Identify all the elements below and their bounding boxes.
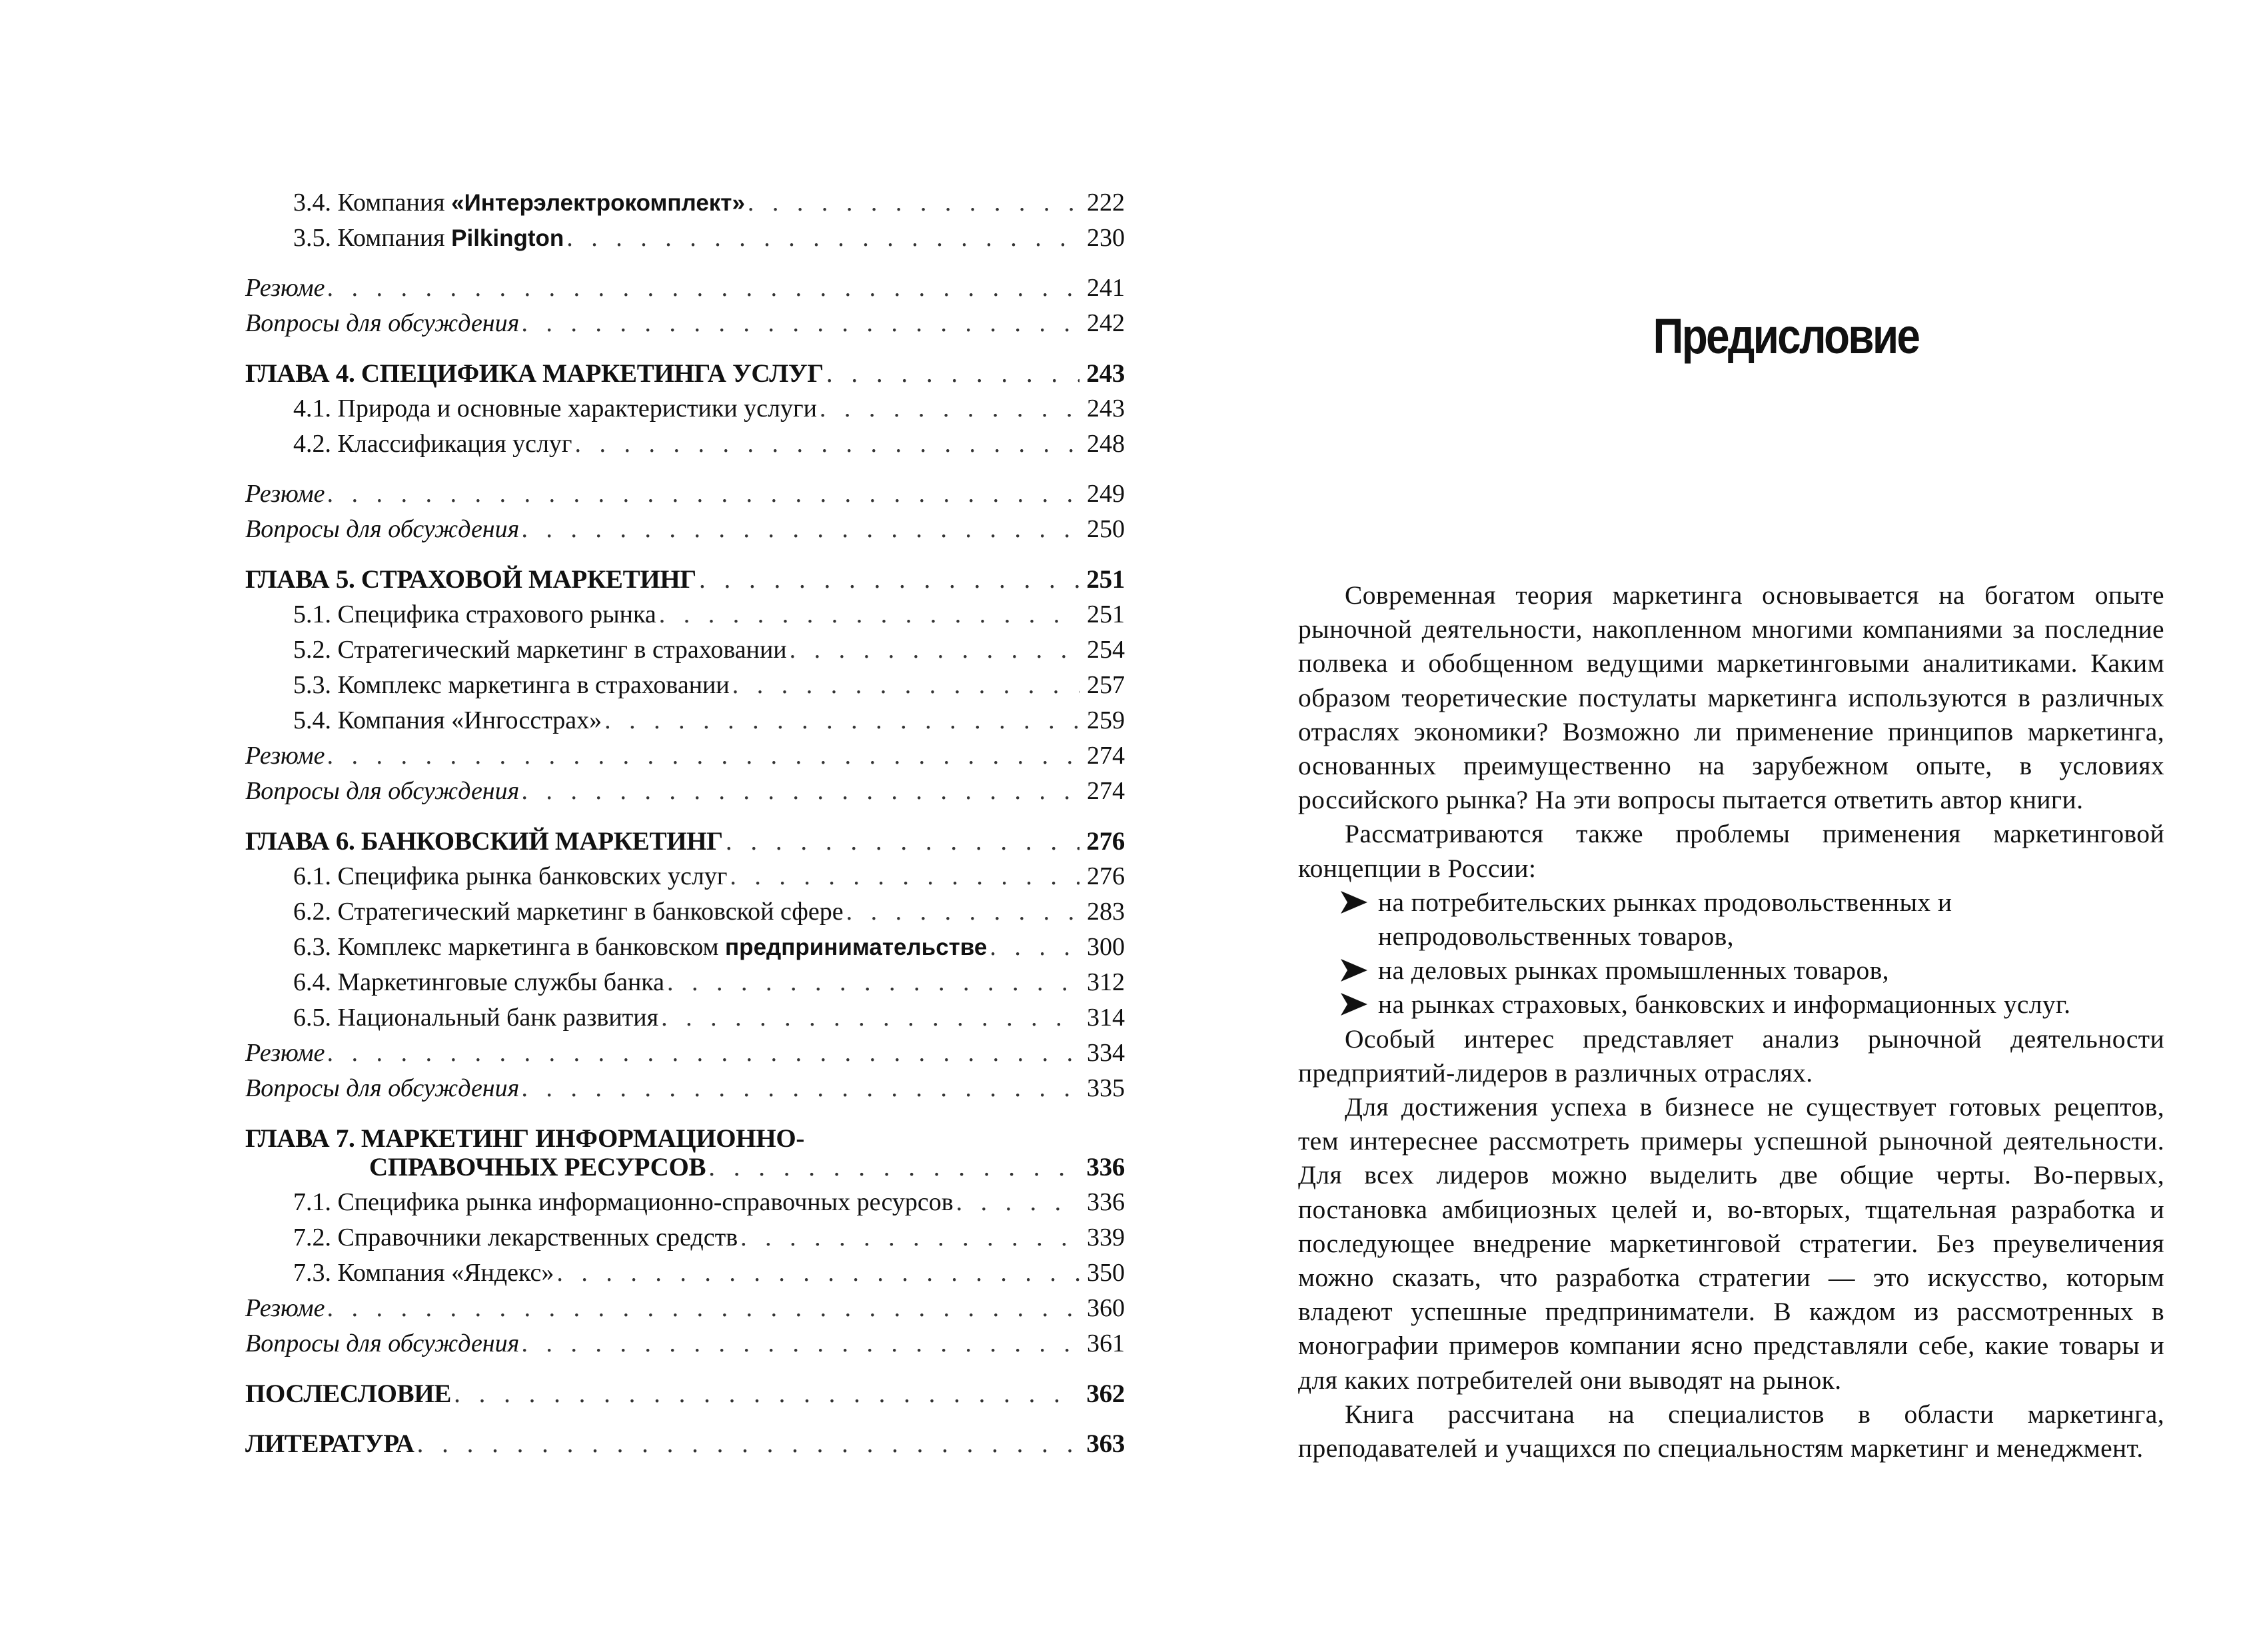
toc-entry-title: 6.1. Специфика рынка банковских услуг — [293, 862, 728, 890]
dot-leader — [990, 930, 1080, 965]
dot-leader — [575, 426, 1080, 462]
toc-entry-title: Вопросы для обсуждения — [245, 777, 520, 805]
dot-leader — [699, 562, 1080, 597]
toc-entry-title: 5.3. Комплекс маркетинга в страховании — [293, 671, 730, 699]
toc-entry-title: 4.1. Природа и основные характеристики услуги — [293, 395, 817, 422]
toc-page-number: 259 — [1087, 706, 1125, 734]
toc-entry-title: ГЛАВА 5. СТРАХОВОЙ МАРКЕТИНГ — [245, 565, 696, 594]
preface-paragraph: Рассматриваются также проблемы применения маркетинговой концепции в России: — [1298, 819, 2164, 883]
bullet-text: на деловых рынках промышленных товаров, — [1378, 956, 1889, 986]
toc-page-number: 314 — [1087, 1004, 1125, 1032]
toc-page-number: 250 — [1087, 515, 1125, 543]
toc-page-number: 276 — [1087, 862, 1125, 890]
toc-entry — [245, 738, 1125, 774]
toc-entry-title: 7.3. Компания «Яндекс» — [293, 1259, 554, 1287]
toc-entry — [245, 512, 1125, 547]
bullet-text: на рынках страховых, банковских и информационных услуг. — [1378, 990, 2071, 1020]
toc-page-number: 361 — [1087, 1329, 1125, 1357]
dot-leader — [522, 1326, 1080, 1361]
toc-chapter-entry — [245, 1150, 1125, 1185]
dot-leader — [708, 1150, 1080, 1185]
dot-leader — [522, 512, 1080, 547]
dot-leader — [328, 1291, 1080, 1326]
toc-entry-title: 3.4. Компания «Интерэлектрокомплект» — [293, 189, 745, 217]
toc-chapter-entry — [245, 1376, 1125, 1411]
toc-entry-title: 7.1. Специфика рынка информационно-справочных ресурсов — [293, 1188, 954, 1216]
toc-entry-title: ГЛАВА 7. МАРКЕТИНГ ИНФОРМАЦИОННО- — [245, 1124, 805, 1153]
dot-leader — [826, 356, 1080, 391]
dot-leader — [454, 1376, 1080, 1411]
dot-leader — [846, 894, 1080, 930]
toc-page-number: 363 — [1086, 1429, 1125, 1458]
toc-page-number: 243 — [1087, 395, 1125, 422]
toc-entry — [245, 894, 1125, 930]
toc-chapter-entry — [245, 356, 1125, 391]
dot-leader — [328, 476, 1080, 512]
toc-page-number: 300 — [1087, 933, 1125, 961]
toc-entry-title: ЛИТЕРАТУРА — [245, 1429, 414, 1458]
arrow-bullet-icon — [1341, 993, 1367, 1016]
dot-leader — [522, 1071, 1080, 1106]
arrow-bullet-icon — [1341, 891, 1367, 914]
dot-leader — [604, 703, 1080, 738]
toc-entry — [245, 1220, 1125, 1255]
toc-entry — [245, 476, 1125, 512]
dot-leader — [740, 1220, 1080, 1255]
toc-entry-title: 6.4. Маркетинговые службы банка — [293, 968, 665, 996]
toc-page-number: 336 — [1086, 1153, 1125, 1182]
toc-entry-title: 5.2. Стратегический маркетинг в страховании — [293, 636, 787, 664]
toc-page-number: 241 — [1087, 274, 1125, 302]
toc-entry-title: Резюме — [245, 274, 325, 302]
toc-page-number: 334 — [1087, 1039, 1125, 1067]
toc-entry-title: 5.4. Компания «Ингосстрах» — [293, 706, 602, 734]
toc-page-number: 248 — [1087, 430, 1125, 458]
toc-entry — [245, 1071, 1125, 1106]
toc-entry-title: Резюме — [245, 1294, 325, 1322]
toc-entry-title: Резюме — [245, 742, 325, 770]
preface-paragraph: Современная теория маркетинга основывается на богатом опыте рыночной деятельности, накопленном многими компаниями за последние полвека и обобщенном ведущими маркетинговыми аналитиками. Каким образом теоретические постулаты маркетинга используются в различных отраслях экономики? Возможно ли применение принципов маркетинга, основанных преимущественно на зарубежном опыте, в условиях российского рынка? На эти вопросы пытается ответить автор книги. — [1298, 580, 2164, 815]
toc-entry-title: ПОСЛЕСЛОВИЕ — [245, 1379, 452, 1408]
toc-entry — [245, 632, 1125, 668]
dot-leader — [328, 271, 1080, 306]
toc-entry-title: ГЛАВА 6. БАНКОВСКИЙ МАРКЕТИНГ — [245, 827, 723, 856]
toc-page-number: 274 — [1087, 777, 1125, 805]
dot-leader — [732, 668, 1080, 703]
toc-entry — [245, 1291, 1125, 1326]
dot-leader — [820, 391, 1080, 426]
toc-page-number: 242 — [1087, 309, 1125, 337]
toc-entry-title: 6.2. Стратегический маркетинг в банковской сфере — [293, 898, 844, 926]
toc-entry — [245, 391, 1125, 426]
toc-entry-title: Вопросы для обсуждения — [245, 1329, 520, 1357]
dot-leader — [726, 824, 1080, 859]
toc-entry — [245, 1185, 1125, 1220]
toc-page-number: 362 — [1086, 1379, 1125, 1408]
toc-page-number: 336 — [1087, 1188, 1125, 1216]
dot-leader — [328, 1036, 1080, 1071]
toc-page-number: 312 — [1087, 968, 1125, 996]
toc-entry-title: Резюме — [245, 1039, 325, 1067]
toc-page-number: 251 — [1087, 600, 1125, 628]
toc-page-number: 339 — [1087, 1224, 1125, 1251]
toc-entry — [245, 668, 1125, 703]
toc-entry-title: Вопросы для обсуждения — [245, 309, 520, 337]
dot-leader — [667, 965, 1080, 1000]
dot-leader — [790, 632, 1080, 668]
preface-body — [1298, 578, 2164, 1465]
dot-leader — [566, 221, 1080, 256]
toc-entry — [245, 1000, 1125, 1036]
toc-entry — [245, 965, 1125, 1000]
toc-page-number: 230 — [1087, 224, 1125, 252]
toc-entry-title: 6.3. Комплекс маркетинга в банковском предпринимательстве — [293, 933, 988, 961]
toc-entry — [245, 597, 1125, 632]
dot-leader — [556, 1255, 1080, 1291]
toc-page-number: 251 — [1086, 565, 1125, 594]
bullet-text: на потребительских рынках продовольственных и непродовольственных товаров, — [1378, 887, 1952, 952]
list-item — [1298, 954, 2164, 988]
toc-page-number: 283 — [1087, 898, 1125, 926]
toc-entry — [245, 185, 1125, 221]
toc-entry-title-bold: Pilkington — [451, 225, 564, 251]
toc-page-number: 222 — [1087, 189, 1125, 217]
toc-entry — [245, 859, 1125, 894]
toc-entry — [245, 221, 1125, 256]
preface-bullet-list — [1298, 886, 2164, 1022]
toc-chapter-entry — [245, 1426, 1125, 1461]
toc-entry — [245, 271, 1125, 306]
toc-page-number: 276 — [1086, 827, 1125, 856]
dot-leader — [956, 1185, 1080, 1220]
list-item — [1298, 988, 2164, 1022]
toc-page-number: 274 — [1087, 742, 1125, 770]
toc-page-number: 350 — [1087, 1259, 1125, 1287]
toc-entry — [245, 930, 1125, 965]
toc-page-number: 335 — [1087, 1074, 1125, 1102]
toc-entry — [245, 1036, 1125, 1071]
toc-entry — [245, 426, 1125, 462]
toc-page-number: 249 — [1087, 480, 1125, 508]
toc-chapter-entry — [245, 824, 1125, 859]
toc-page-number: 360 — [1087, 1294, 1125, 1322]
toc-page-number: 257 — [1087, 671, 1125, 699]
dot-leader — [730, 859, 1080, 894]
toc-entry — [245, 306, 1125, 341]
list-item — [1298, 886, 2164, 954]
toc-entry — [245, 703, 1125, 738]
toc-entry — [245, 1326, 1125, 1361]
toc-entry — [245, 774, 1125, 809]
toc-entry-title: ГЛАВА 4. СПЕЦИФИКА МАРКЕТИНГА УСЛУГ — [245, 359, 824, 388]
toc-entry-title: 6.5. Национальный банк развития — [293, 1004, 659, 1032]
dot-leader — [659, 597, 1080, 632]
toc-entry — [245, 1255, 1125, 1291]
toc-entry-title: Вопросы для обсуждения — [245, 515, 520, 543]
dot-leader — [522, 306, 1080, 341]
toc-entry-title-bold: предпринимательстве — [725, 934, 988, 960]
toc-entry-title: 5.1. Специфика страхового рынка — [293, 600, 656, 628]
toc-entry-title: 7.2. Справочники лекарственных средств — [293, 1224, 738, 1251]
dot-leader — [328, 738, 1080, 774]
preface-paragraph: Книга рассчитана на специалистов в области маркетинга, преподавателей и учащихся по специальностям маркетинг и менеджмент. — [1298, 1399, 2164, 1463]
dot-leader — [661, 1000, 1080, 1036]
toc-page-number: 254 — [1087, 636, 1125, 664]
table-of-contents — [245, 185, 1125, 1461]
dot-leader — [748, 185, 1080, 221]
dot-leader — [522, 774, 1080, 809]
dot-leader — [417, 1426, 1080, 1461]
arrow-bullet-icon — [1341, 959, 1367, 982]
toc-entry-title: Резюме — [245, 480, 325, 508]
toc-entry-title: 3.5. Компания Pilkington — [293, 224, 564, 252]
toc-page-number: 243 — [1086, 359, 1125, 388]
toc-entry-title: Вопросы для обсуждения — [245, 1074, 520, 1102]
toc-chapter-entry — [245, 562, 1125, 597]
toc-entry-title: СПРАВОЧНЫХ РЕСУРСОВ — [369, 1153, 706, 1182]
toc-entry-title: 4.2. Классификация услуг — [293, 430, 572, 458]
preface-paragraph: Особый интерес представляет анализ рыночной деятельности предприятий-лидеров в различных отраслях. — [1298, 1024, 2164, 1088]
preface-title: Предисловие — [1653, 309, 1919, 364]
preface-paragraph: Для достижения успеха в бизнесе не существует готовых рецептов, тем интереснее рассмотреть примеры успешной рыночной деятельности. Для всех лидеров можно выделить две общие черты. Во-первых, постановка амбициозных целей и, во-вторых, тщательная разработка и последующее внедрение маркетинговой стратегии. Без преувеличения можно сказать, что разработка стратегии — это искусство, которым владеют успешные предприниматели. В каждом из рассмотренных в монографии примеров компании ясно представляли себе, какие товары и для каких потребителей они выводят на рынок. — [1298, 1092, 2164, 1395]
toc-entry-title-bold: «Интерэлектрокомплект» — [451, 190, 745, 216]
